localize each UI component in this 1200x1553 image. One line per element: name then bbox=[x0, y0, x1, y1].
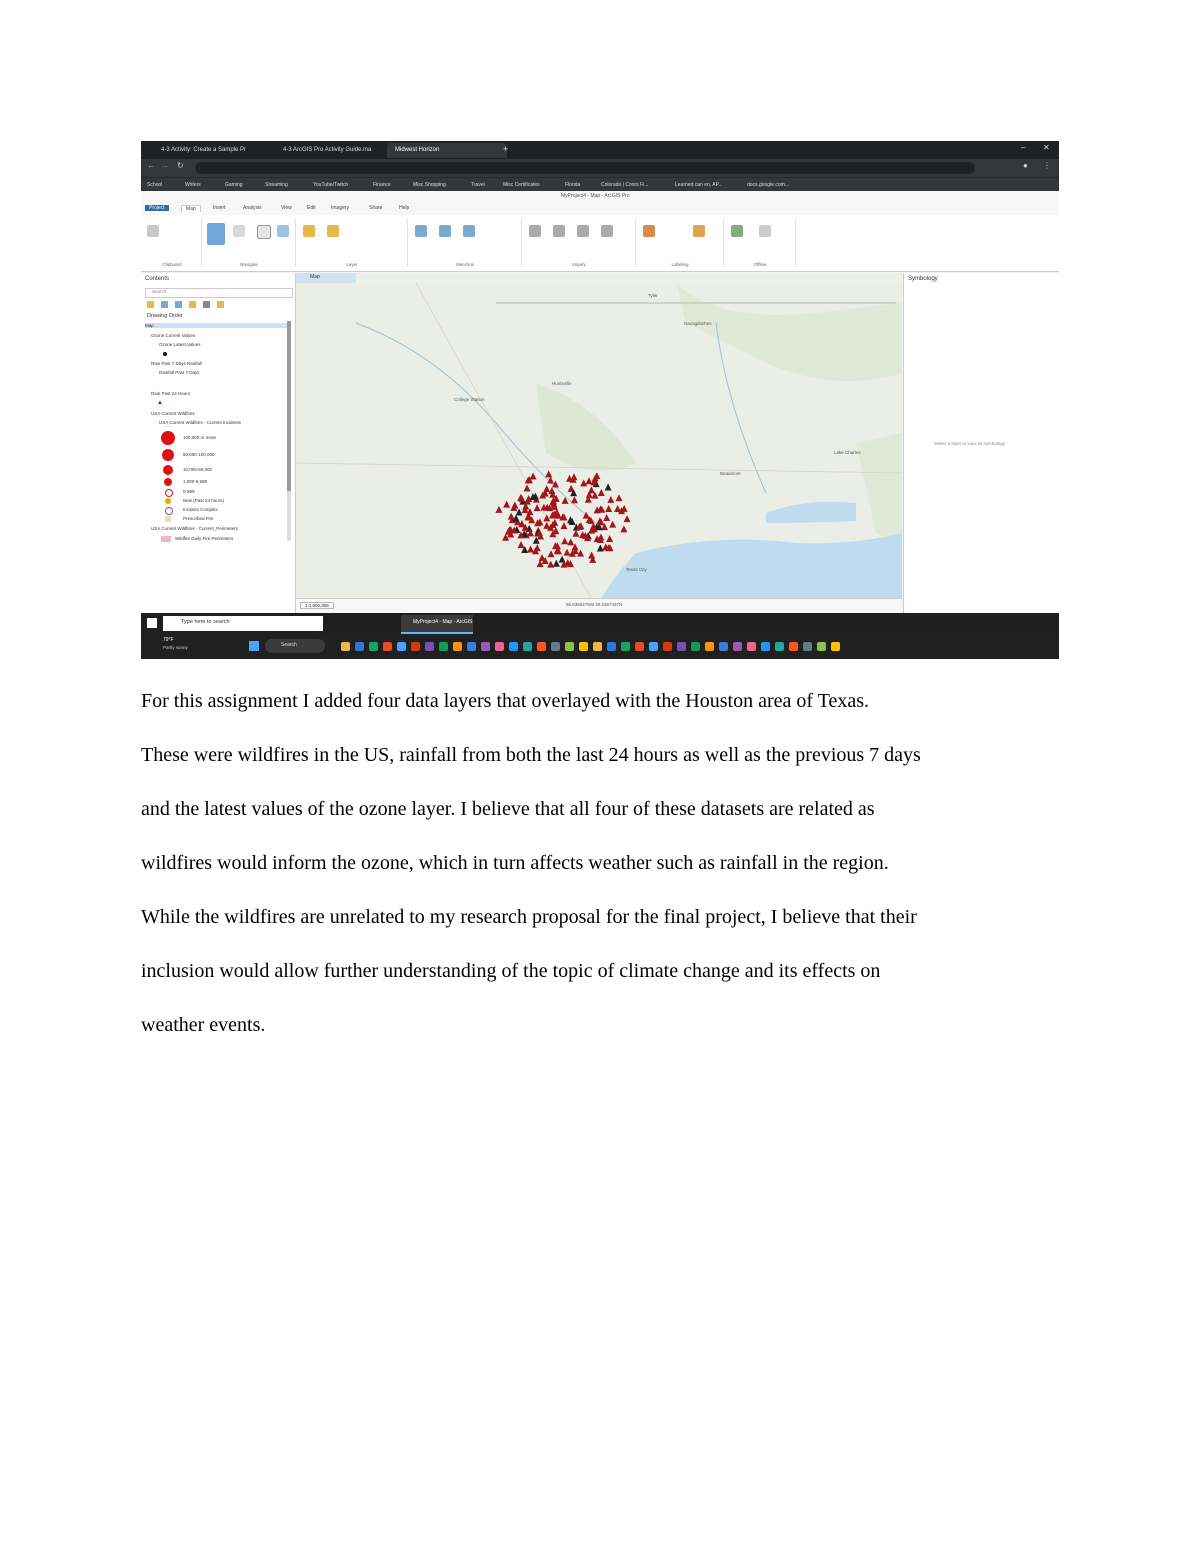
app-icon bbox=[621, 642, 630, 651]
ribbon-group-selection: Selection bbox=[409, 219, 522, 267]
paragraph-line: For this assignment I added four data layers that overlayed with the Houston area of Texas. bbox=[141, 690, 870, 712]
bookmark[interactable]: Learned can en, AP... bbox=[675, 182, 723, 188]
fire-symbol-icon bbox=[164, 478, 172, 486]
layer-item[interactable]: Ozone Current Values bbox=[151, 333, 196, 338]
app-icon bbox=[523, 642, 532, 651]
app-icon bbox=[649, 642, 658, 651]
layer-item[interactable]: USA Current Wildfires bbox=[151, 411, 195, 416]
paragraph-line: inclusion would allow further understanding of the topic of climate change and its effects on bbox=[141, 960, 881, 982]
app-icon bbox=[341, 642, 350, 651]
map-label: Tyler bbox=[648, 293, 658, 298]
locate-icon[interactable] bbox=[553, 225, 565, 237]
app-icon bbox=[383, 642, 392, 651]
pinned-app-icons[interactable] bbox=[341, 635, 861, 659]
symbology-title: Symbology bbox=[908, 276, 938, 282]
contents-search-field[interactable]: Search bbox=[145, 288, 293, 298]
app-icon bbox=[565, 642, 574, 651]
tab-edit[interactable]: Edit bbox=[307, 205, 316, 211]
bookmark[interactable]: School bbox=[147, 182, 163, 188]
app-icon bbox=[719, 642, 728, 651]
app-icon bbox=[453, 642, 462, 651]
select-by-location-icon[interactable] bbox=[463, 225, 475, 237]
close-icon[interactable]: ✕ bbox=[1043, 143, 1050, 152]
measure-icon[interactable] bbox=[529, 225, 541, 237]
legend-label: 1,000-9,999 bbox=[183, 479, 208, 484]
explore-icon[interactable] bbox=[207, 223, 225, 245]
go-to-icon[interactable] bbox=[277, 225, 289, 237]
weather-desc: Partly sunny bbox=[163, 645, 188, 650]
legend-label: Incident Complex bbox=[183, 507, 218, 512]
basemap bbox=[296, 283, 902, 607]
bookmark[interactable]: Florida bbox=[565, 182, 581, 188]
map-label: Nacogdoches bbox=[684, 321, 712, 326]
legend-label: Prescribed Fire bbox=[183, 516, 214, 521]
app-icon bbox=[411, 642, 420, 651]
rain-symbol-icon: ▲ bbox=[157, 400, 163, 406]
layer-map[interactable]: Map bbox=[145, 323, 287, 328]
contents-toolbar bbox=[147, 301, 237, 309]
layer-item[interactable]: USA Current Wildfires - Current_Perimeters bbox=[151, 526, 239, 531]
app-icon bbox=[537, 642, 546, 651]
reload-icon[interactable]: ↻ bbox=[177, 161, 184, 170]
app-icon bbox=[551, 642, 560, 651]
list-by-editing-icon[interactable] bbox=[189, 301, 196, 308]
bookmark[interactable]: Travel bbox=[471, 182, 485, 188]
tab-share[interactable]: Share bbox=[369, 205, 383, 211]
app-icon bbox=[817, 642, 826, 651]
ribbon-group-navigate: Navigate bbox=[203, 219, 296, 267]
select-by-attributes-icon[interactable] bbox=[439, 225, 451, 237]
legend-label: 100,000 or more bbox=[183, 435, 217, 440]
coordinates-readout: 96.8360278W 30.2357437N bbox=[566, 602, 623, 607]
app-icon bbox=[509, 642, 518, 651]
browser-tab-active[interactable]: Midwest Horizon bbox=[387, 143, 507, 158]
app-icon bbox=[467, 642, 476, 651]
back-icon[interactable]: ← bbox=[147, 161, 155, 170]
drawing-order-label: Drawing Order bbox=[147, 313, 183, 319]
basemap-icon[interactable] bbox=[303, 225, 315, 237]
layer-item[interactable]: Rain Past 24 Hours bbox=[151, 391, 191, 396]
app-icon bbox=[425, 642, 434, 651]
zoom-icon[interactable] bbox=[233, 225, 245, 237]
map-label: Beaumont bbox=[720, 471, 741, 476]
prescribed-symbol-icon bbox=[165, 516, 171, 522]
browser-address-bar bbox=[141, 159, 1059, 177]
map-status-bar bbox=[296, 598, 902, 613]
map-label: College Station bbox=[454, 397, 485, 402]
window-title: MyProject4 - Map - ArcGIS Pro bbox=[561, 193, 630, 199]
ribbon-group-offline: Offline bbox=[725, 219, 796, 267]
new-tab-icon[interactable]: + bbox=[503, 144, 509, 154]
app-icon bbox=[747, 642, 756, 651]
browser-tab[interactable]: 4-3 Activity: Create a Sample Pr bbox=[161, 147, 247, 153]
bookmark[interactable]: Misc Certificates bbox=[503, 182, 540, 188]
list-by-labeling-icon[interactable] bbox=[217, 301, 224, 308]
list-by-drawing-order-icon[interactable] bbox=[147, 301, 154, 308]
scrollbar-thumb[interactable] bbox=[287, 321, 291, 491]
host-taskbar bbox=[141, 635, 1059, 659]
ribbon-tabs bbox=[141, 203, 1059, 215]
fire-symbol-icon bbox=[165, 489, 173, 497]
app-icon bbox=[481, 642, 490, 651]
tab-map[interactable]: Map bbox=[181, 205, 201, 212]
app-icon bbox=[579, 642, 588, 651]
select-icon[interactable] bbox=[415, 225, 427, 237]
browser-tab-bar bbox=[141, 141, 1059, 159]
list-by-source-icon[interactable] bbox=[161, 301, 168, 308]
paragraph-line: wildfires would inform the ozone, which in turn affects weather such as rainfall in the region. bbox=[141, 852, 889, 874]
contents-scrollbar[interactable] bbox=[287, 321, 291, 541]
minimize-icon[interactable]: – bbox=[1021, 143, 1026, 152]
bookmark[interactable]: Finance bbox=[373, 182, 391, 188]
layer-item[interactable]: USA Current Wildfires - Current Incidents bbox=[159, 420, 242, 425]
add-data-icon[interactable] bbox=[327, 225, 339, 237]
ribbon-group-inquiry: Inquiry bbox=[523, 219, 636, 267]
bookmark[interactable]: Writers bbox=[185, 182, 201, 188]
bookmark[interactable]: docs.google.com... bbox=[747, 182, 789, 188]
ribbon-group-layer: Layer bbox=[297, 219, 408, 267]
perimeter-symbol-icon bbox=[161, 536, 171, 542]
screenshot-image bbox=[141, 141, 1059, 659]
infographics-icon[interactable] bbox=[577, 225, 589, 237]
sync-icon[interactable] bbox=[759, 225, 771, 237]
tab-help[interactable]: Help bbox=[399, 205, 410, 211]
map-label: Texas City bbox=[626, 567, 647, 572]
symbology-pane bbox=[903, 273, 1059, 613]
download-map-icon[interactable] bbox=[731, 225, 743, 237]
app-icon bbox=[691, 642, 700, 651]
app-icon bbox=[635, 642, 644, 651]
contents-pane bbox=[141, 273, 296, 613]
menu-icon[interactable]: ⋮ bbox=[1043, 161, 1051, 170]
bookmark[interactable]: Misc Shopping bbox=[413, 182, 446, 188]
convert-icon[interactable] bbox=[693, 225, 705, 237]
bookmark[interactable]: Gaming bbox=[225, 182, 243, 188]
app-icon bbox=[761, 642, 770, 651]
ribbon-group-clipboard: Clipboard bbox=[143, 219, 202, 267]
browser-tab[interactable]: 4-3 ArcGIS Pro Activity Guide.ma bbox=[283, 147, 372, 153]
weather-temp: 79°F bbox=[163, 637, 174, 643]
app-icon bbox=[397, 642, 406, 651]
app-icon bbox=[831, 642, 840, 651]
paragraph-line: These were wildfires in the US, rainfall from both the last 24 hours as well as the previous 7 days bbox=[141, 744, 921, 766]
app-icon bbox=[775, 642, 784, 651]
map-tab[interactable]: Map bbox=[296, 273, 356, 285]
layer-item[interactable]: Rain Past 7 Days Rainfall bbox=[151, 361, 203, 366]
ozone-symbol-icon bbox=[163, 352, 167, 356]
legend-label: 0-999 bbox=[183, 489, 195, 494]
map-label: Huntsville bbox=[552, 381, 572, 386]
paragraph-line: While the wildfires are unrelated to my research proposal for the final project, I believe that their bbox=[141, 906, 917, 928]
tab-insert[interactable]: Insert bbox=[213, 205, 226, 211]
taskbar-search-field[interactable]: Type here to search bbox=[163, 616, 323, 631]
bookmarks-icon[interactable] bbox=[257, 225, 271, 239]
map-view[interactable] bbox=[296, 273, 902, 613]
remote-taskbar bbox=[141, 613, 1059, 635]
contents-title: Contents bbox=[145, 276, 170, 282]
ribbon-group-labeling: Labeling bbox=[637, 219, 724, 267]
complex-symbol-icon bbox=[165, 507, 173, 515]
start-icon[interactable] bbox=[147, 618, 157, 628]
legend-label: 50,000-100,000 bbox=[183, 452, 215, 457]
app-icon bbox=[593, 642, 602, 651]
app-icon bbox=[677, 642, 686, 651]
legend-label: New (Past 24 hours) bbox=[183, 498, 225, 503]
app-icon bbox=[663, 642, 672, 651]
tab-view[interactable]: View bbox=[281, 205, 292, 211]
fire-symbol-icon bbox=[162, 449, 174, 461]
app-icon bbox=[369, 642, 378, 651]
new-fire-symbol-icon bbox=[165, 498, 171, 504]
app-icon bbox=[803, 642, 812, 651]
layer-item[interactable]: Ozone Latest Values bbox=[159, 342, 201, 347]
fire-symbol-icon bbox=[161, 431, 175, 445]
fire-symbol-icon bbox=[163, 465, 173, 475]
paste-icon[interactable] bbox=[147, 225, 159, 237]
app-icon bbox=[705, 642, 714, 651]
app-icon bbox=[495, 642, 504, 651]
assignment-paragraph bbox=[141, 674, 1071, 1052]
app-icon bbox=[355, 642, 364, 651]
scale-field[interactable]: 1:1,600,305 bbox=[300, 602, 334, 609]
bookmark[interactable]: YouTube/Twitch bbox=[313, 182, 349, 188]
taskbar-arcgis-app[interactable]: MyProject4 - Map - ArcGIS bbox=[401, 615, 473, 634]
app-icon bbox=[733, 642, 742, 651]
symbology-message: Select a layer to view its symbology bbox=[934, 441, 1006, 446]
app-icon bbox=[439, 642, 448, 651]
forward-icon[interactable]: → bbox=[161, 161, 169, 170]
legend-label: Wildfire Daily Fire Perimeters bbox=[175, 536, 234, 541]
bookmark[interactable]: Streaming bbox=[265, 182, 288, 188]
profile-icon[interactable]: ● bbox=[1023, 161, 1028, 170]
coordinate-conversion-icon[interactable] bbox=[601, 225, 613, 237]
windows-start-icon[interactable] bbox=[249, 641, 259, 651]
tab-imagery[interactable]: Imagery bbox=[331, 205, 350, 211]
list-by-snapping-icon[interactable] bbox=[203, 301, 210, 308]
bookmark[interactable]: Colorado | Coors Fi... bbox=[601, 182, 649, 188]
url-field[interactable] bbox=[195, 162, 975, 174]
tab-project[interactable]: Project bbox=[145, 205, 169, 211]
tab-analysis[interactable]: Analysis bbox=[243, 205, 262, 211]
list-by-selection-icon[interactable] bbox=[175, 301, 182, 308]
pause-labels-icon[interactable] bbox=[643, 225, 655, 237]
app-icon bbox=[789, 642, 798, 651]
map-label: Lake Charles bbox=[834, 450, 861, 455]
bookmarks-bar bbox=[141, 177, 1059, 192]
ribbon bbox=[141, 215, 1059, 272]
layer-item[interactable]: Rainfall Past 7 Days bbox=[159, 370, 200, 375]
paragraph-line: and the latest values of the ozone layer. I believe that all four of these datasets are related as bbox=[141, 798, 875, 820]
taskbar-search-button[interactable]: Search bbox=[265, 639, 325, 653]
legend-label: 10,000-50,000 bbox=[183, 467, 213, 472]
paragraph-line: weather events. bbox=[141, 1014, 266, 1036]
app-icon bbox=[607, 642, 616, 651]
